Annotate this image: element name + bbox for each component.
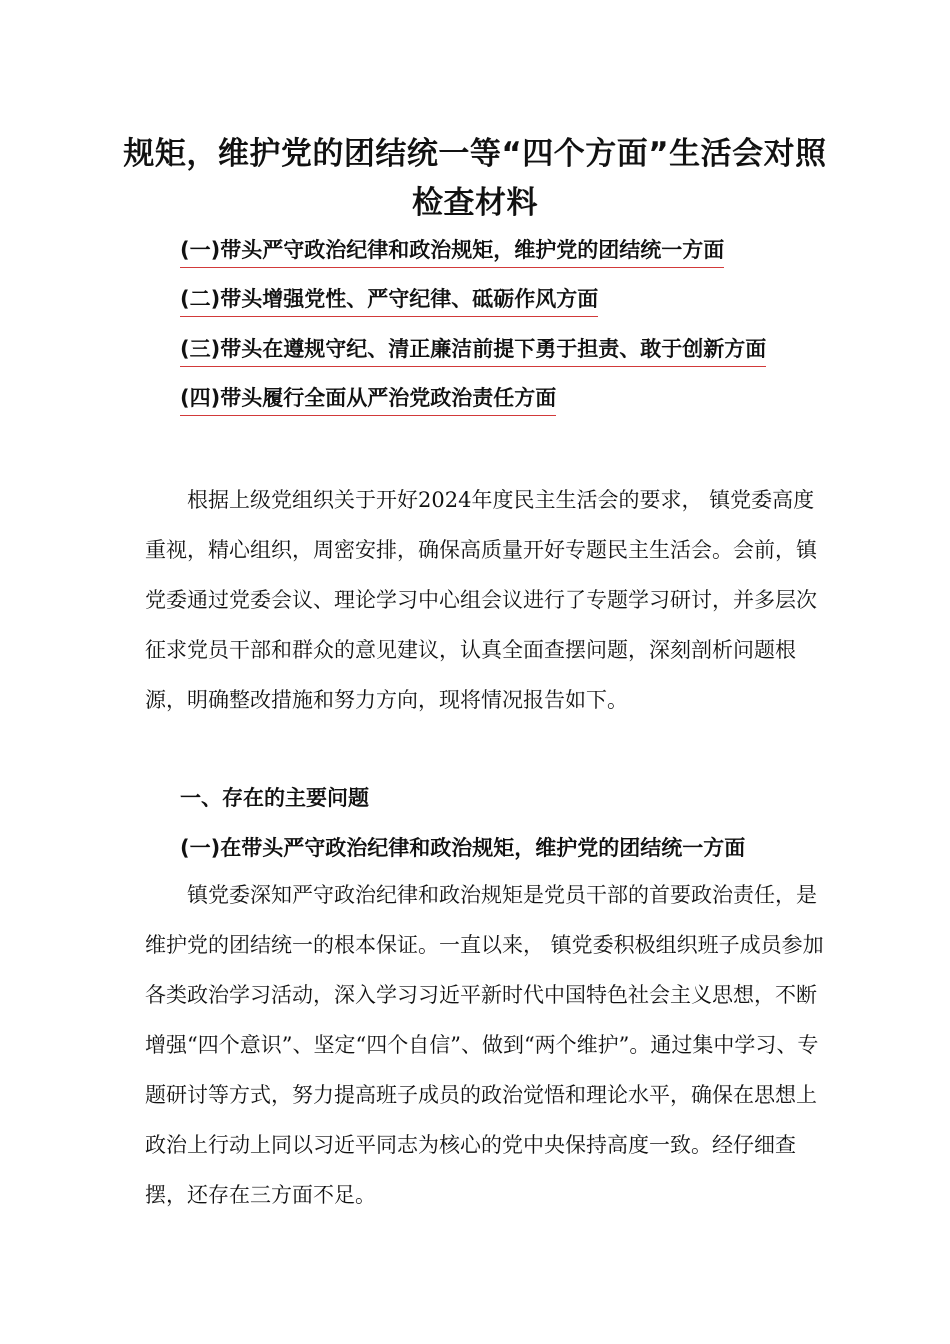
section-heading: 一、存在的主要问题 (180, 786, 369, 810)
toc-item-3[interactable]: (三)带头在遵规守纪、清正廉洁前提下勇于担责、敢于创新方面 (180, 335, 766, 367)
section-body-text: 镇党委深知严守政治纪律和政治规矩是党员干部的首要政治责任，是维护党的团结统一的根本保证。一直以来， 镇党委积极组织班子成员参加各类政治学习活动，深入学习习近平新时代中国特色社会主义思想，不断增强“四个意识”、坚定“四个自信”、做到“两个维护”。通过集中学习、专题研讨等方式，努力提高班子成员的政治觉悟和理论水平，确保在思想上政治上行动上同以习近平同志为核心的党中央保持高度一致。经仔细查摆，还存在三方面不足。 (145, 883, 824, 1207)
section-paragraph (145, 870, 825, 1220)
toc-item-1[interactable]: (一)带头严守政治纪律和政治规矩，维护党的团结统一方面 (180, 236, 724, 268)
intro-paragraph (145, 475, 825, 725)
toc-item-2[interactable]: (二)带头增强党性、严守纪律、砥砺作风方面 (180, 285, 598, 317)
intro-text: 根据上级党组织关于开好2024年度民主生活会的要求， 镇党委高度重视，精心组织，周密安排，确保高质量开好专题民主生活会。会前，镇党委通过党委会议、理论学习中心组会议进行了专题学习研讨，并多层次征求党员干部和群众的意见建议，认真全面查摆问题，深刻剖析问题根源，明确整改措施和努力方向，现将情况报告如下。 (145, 488, 817, 712)
subsection-heading: (一)在带头严守政治纪律和政治规矩，维护党的团结统一方面 (180, 836, 746, 860)
document-title-line-1: 规矩，维护党的团结统一等“四个方面”生活会对照 (123, 136, 827, 172)
document-title-line-2: 检查材料 (412, 185, 538, 221)
toc-item-4[interactable]: (四)带头履行全面从严治党政治责任方面 (180, 384, 556, 416)
